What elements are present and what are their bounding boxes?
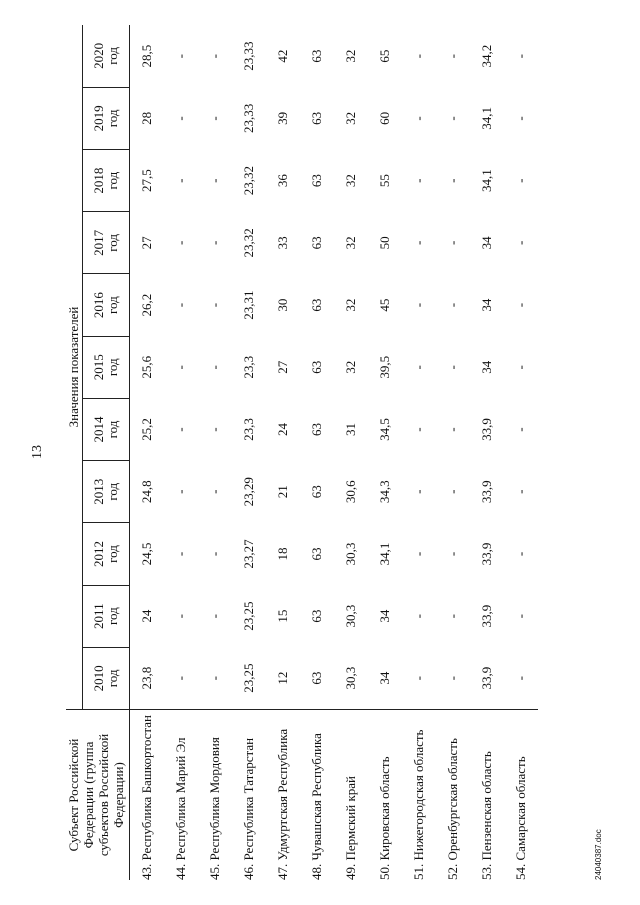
subject-name: Нижегородская область: [411, 729, 426, 861]
year-number: 2012: [91, 540, 106, 567]
subject-header-line: Федерации): [111, 762, 126, 828]
value-cell: 63: [309, 547, 324, 561]
year-number: 2013: [91, 478, 106, 505]
value-cell: 45: [377, 298, 392, 312]
value-cell: 63: [309, 485, 324, 499]
value-cell: -: [411, 427, 426, 432]
subject-name: Республика Татарстан: [241, 737, 256, 861]
page-number: 13: [30, 445, 45, 459]
indicators-table: [66, 25, 538, 880]
value-cell: 18: [275, 547, 290, 561]
value-cell: 33,9: [479, 604, 494, 628]
subject-cell: [470, 710, 504, 881]
year-unit: год: [105, 669, 120, 688]
table-row: [334, 25, 368, 880]
value-cell: 34: [479, 298, 494, 312]
value-cell: -: [207, 240, 222, 246]
row-number: 47.: [275, 863, 290, 880]
value-cell: 24: [275, 423, 290, 437]
value-cell: -: [411, 551, 426, 557]
year-header: [83, 150, 130, 212]
value-cell: 30,3: [343, 542, 358, 566]
value-cell: 23,25: [241, 663, 256, 693]
value-cell: -: [207, 53, 222, 59]
value-cell: -: [513, 116, 528, 121]
value-cell: -: [513, 302, 528, 308]
value-cell: -: [173, 240, 188, 246]
row-number: 53.: [479, 863, 494, 880]
value-cell: -: [173, 427, 188, 432]
year-number: 2020: [91, 42, 106, 69]
value-cell: 63: [309, 111, 324, 125]
value-cell: 23,31: [241, 290, 256, 320]
value-cell: 33,9: [479, 666, 494, 690]
subject-cell: [300, 710, 334, 881]
value-cell: 34: [479, 236, 494, 250]
value-cell: 30,6: [343, 480, 358, 504]
value-cell: -: [207, 489, 222, 494]
value-cell: 33: [275, 236, 290, 250]
row-number: 44.: [173, 863, 188, 880]
value-cell: 63: [309, 49, 324, 63]
value-cell: -: [411, 675, 426, 681]
row-number: 50.: [377, 863, 392, 880]
subject-name: Оренбургская область: [445, 738, 460, 861]
value-cell: 27: [275, 360, 290, 374]
value-cell: 36: [275, 174, 290, 188]
value-cell: -: [207, 302, 222, 308]
year-header: [83, 461, 130, 523]
subject-cell: [436, 710, 470, 881]
value-cell: 32: [343, 174, 358, 188]
value-cell: 24: [139, 609, 154, 623]
value-cell: 23,32: [241, 228, 256, 258]
value-cell: 32: [343, 111, 358, 125]
value-cell: 21: [275, 485, 290, 499]
value-cell: 23,33: [241, 41, 256, 71]
value-cell: 26,2: [139, 293, 154, 317]
value-cell: -: [411, 178, 426, 183]
subject-cell: [164, 710, 198, 881]
year-number: 2011: [91, 603, 106, 629]
value-cell: -: [173, 53, 188, 59]
value-cell: 12: [275, 671, 290, 685]
year-unit: год: [105, 171, 120, 190]
value-cell: 33,9: [479, 418, 494, 441]
subject-name: Удмуртская Республика: [275, 728, 290, 861]
value-cell: 34: [377, 671, 392, 685]
value-cell: -: [445, 240, 460, 246]
year-unit: год: [105, 482, 120, 501]
row-number: 45.: [207, 863, 222, 880]
table-row: [164, 25, 198, 880]
row-number: 52.: [445, 863, 460, 880]
table-row: [470, 25, 504, 880]
value-cell: -: [445, 116, 460, 121]
value-cell: 31: [343, 423, 358, 437]
value-cell: 33,9: [479, 542, 494, 566]
value-cell: -: [173, 178, 188, 183]
value-cell: -: [513, 53, 528, 59]
value-cell: -: [173, 365, 188, 370]
value-cell: 34,3: [377, 480, 392, 504]
table-row: [198, 25, 232, 880]
value-cell: 63: [309, 298, 324, 312]
subject-name: Самарская область: [513, 756, 528, 861]
header-row-top: [66, 25, 83, 880]
value-cell: -: [207, 551, 222, 557]
row-number: 49.: [343, 863, 358, 880]
value-cell: -: [173, 116, 188, 121]
year-unit: год: [105, 607, 120, 626]
value-cell: -: [445, 53, 460, 59]
subject-name: Пензенская область: [479, 751, 494, 861]
value-cell: -: [411, 116, 426, 121]
year-header: [83, 398, 130, 460]
value-cell: -: [445, 551, 460, 557]
value-cell: 34: [479, 360, 494, 374]
subject-header-line: Федерации (группа: [81, 741, 96, 849]
value-cell: -: [173, 614, 188, 619]
table-body: [130, 25, 539, 880]
value-cell: -: [411, 365, 426, 370]
subject-name: Кировская область: [377, 756, 392, 861]
value-cell: -: [173, 551, 188, 557]
subject-cell: [334, 710, 368, 881]
value-cell: 30: [275, 298, 290, 312]
row-number: 54.: [513, 863, 528, 880]
value-cell: 32: [343, 49, 358, 63]
subject-header-line: субъектов Российской: [96, 733, 111, 857]
subject-cell: [130, 710, 165, 881]
value-cell: -: [445, 427, 460, 432]
year-number: 2010: [91, 665, 106, 692]
value-cell: 23,33: [241, 103, 256, 134]
value-cell: 63: [309, 174, 324, 188]
year-unit: год: [105, 545, 120, 563]
value-cell: 55: [377, 174, 392, 188]
value-cell: -: [513, 551, 528, 557]
year-number: 2015: [91, 354, 106, 381]
value-cell: -: [445, 614, 460, 619]
table-row: [232, 25, 266, 880]
value-cell: 33,9: [479, 480, 494, 504]
value-cell: 65: [377, 49, 392, 63]
value-cell: -: [513, 178, 528, 183]
table-row: [368, 25, 402, 880]
value-cell: -: [207, 365, 222, 370]
year-header: [83, 87, 130, 149]
year-number: 2019: [91, 105, 106, 132]
row-number: 51.: [411, 863, 426, 880]
subject-name: Республика Башкортостан: [139, 715, 154, 861]
value-cell: 34,5: [377, 418, 392, 441]
value-cell: -: [173, 489, 188, 494]
value-cell: 63: [309, 360, 324, 374]
year-unit: год: [105, 296, 120, 314]
value-cell: -: [411, 489, 426, 494]
value-cell: -: [411, 614, 426, 619]
subject-name: Республика Мордовия: [207, 737, 222, 861]
table-row: [266, 25, 300, 880]
year-header: [83, 647, 130, 709]
value-cell: -: [411, 53, 426, 59]
value-cell: 34,1: [479, 169, 494, 193]
value-cell: 63: [309, 236, 324, 250]
subject-name: Республика Марий Эл: [173, 737, 188, 861]
value-cell: 42: [275, 49, 290, 63]
subject-cell: [402, 710, 436, 881]
value-cell: 34: [377, 609, 392, 623]
year-header: [83, 336, 130, 398]
table-row: [504, 25, 538, 880]
value-cell: 15: [275, 609, 290, 623]
value-cell: -: [513, 240, 528, 246]
row-number: 43.: [139, 863, 154, 880]
value-cell: 27,5: [139, 169, 154, 193]
value-cell: 30,3: [343, 604, 358, 628]
value-cell: 23,3: [241, 418, 256, 441]
value-cell: -: [513, 675, 528, 681]
subject-name: Чувашская Республика: [309, 733, 324, 861]
table-row: [436, 25, 470, 880]
value-cell: 34,1: [479, 107, 494, 130]
value-cell: 39: [275, 111, 290, 125]
year-unit: год: [105, 233, 120, 252]
value-cell: 30,3: [343, 666, 358, 690]
value-cell: 24,5: [139, 542, 154, 566]
year-number: 2017: [91, 229, 106, 256]
document-filename: 24040387.doc: [594, 829, 603, 880]
row-number: 46.: [241, 863, 256, 880]
value-cell: 23,29: [241, 477, 256, 507]
value-cell: 32: [343, 360, 358, 374]
value-cell: -: [445, 365, 460, 370]
year-number: 2014: [91, 416, 106, 443]
value-cell: 34,2: [479, 44, 494, 68]
value-cell: 27: [139, 236, 154, 250]
value-cell: 50: [377, 236, 392, 250]
value-cell: 23,3: [241, 355, 256, 379]
value-cell: 32: [343, 236, 358, 250]
value-cell: -: [207, 116, 222, 121]
year-header: [83, 212, 130, 274]
value-cell: -: [445, 675, 460, 681]
value-cell: -: [513, 489, 528, 494]
year-header: [83, 523, 130, 585]
value-cell: -: [207, 427, 222, 432]
subject-header: [66, 710, 130, 881]
value-cell: -: [173, 302, 188, 308]
year-number: 2016: [91, 292, 106, 319]
value-cell: 63: [309, 423, 324, 437]
year-unit: год: [105, 420, 120, 439]
value-cell: 39,5: [377, 355, 392, 379]
values-header: Значения показателей: [66, 25, 83, 710]
table-row: [300, 25, 334, 880]
table-row: [402, 25, 436, 880]
year-header: [83, 274, 130, 336]
value-cell: -: [207, 614, 222, 619]
subject-cell: [368, 710, 402, 881]
value-cell: -: [411, 240, 426, 246]
year-unit: год: [105, 358, 120, 377]
rotated-page: [30, 20, 606, 880]
value-cell: 34,1: [377, 542, 392, 566]
value-cell: 60: [377, 111, 392, 125]
value-cell: 24,8: [139, 480, 154, 504]
value-cell: 63: [309, 609, 324, 623]
table-row: [130, 25, 165, 880]
value-cell: 23,8: [139, 666, 154, 690]
value-cell: 63: [309, 671, 324, 685]
value-cell: -: [207, 178, 222, 183]
subject-cell: [232, 710, 266, 881]
value-cell: 23,32: [241, 166, 256, 196]
value-cell: 23,27: [241, 539, 256, 569]
value-cell: -: [513, 365, 528, 370]
value-cell: 23,25: [241, 601, 256, 631]
value-cell: -: [445, 178, 460, 183]
year-unit: год: [105, 109, 120, 128]
value-cell: -: [445, 302, 460, 308]
year-header: [83, 585, 130, 647]
subject-header-line: Субъект Российской: [66, 738, 81, 852]
value-cell: -: [411, 302, 426, 308]
value-cell: 28,5: [139, 44, 154, 68]
value-cell: 25,6: [139, 355, 154, 379]
value-cell: 28: [139, 111, 154, 125]
value-cell: 25,2: [139, 418, 154, 441]
value-cell: -: [173, 675, 188, 681]
value-cell: 32: [343, 298, 358, 312]
year-unit: год: [105, 47, 120, 65]
subject-cell: [198, 710, 232, 881]
value-cell: -: [207, 675, 222, 681]
value-cell: -: [445, 489, 460, 494]
year-number: 2018: [91, 167, 106, 194]
subject-cell: [266, 710, 300, 881]
value-cell: -: [513, 427, 528, 432]
subject-cell: [504, 710, 538, 881]
value-cell: -: [513, 614, 528, 619]
row-number: 48.: [309, 863, 324, 880]
year-header: [83, 25, 130, 87]
subject-name: Пермский край: [343, 776, 358, 861]
